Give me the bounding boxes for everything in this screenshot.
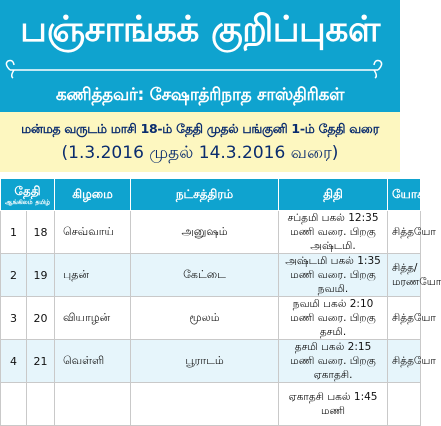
panchang-table-wrapper	[0, 178, 441, 417]
cell-yoga: சித்தயோ	[388, 340, 421, 383]
cell-star: பூராடம்	[131, 340, 279, 383]
cell-day: வெள்ளி	[55, 340, 131, 383]
cell-english-date: 4	[1, 340, 27, 383]
table-header-row	[1, 179, 421, 211]
cell-tithi: நவமி பகல் 2:10 மணி வரை. பிறகு தசமி.	[279, 297, 388, 340]
header-star: நட்சத்திரம்	[131, 179, 279, 211]
title-banner	[0, 0, 400, 112]
cell-tithi: ஏகாதசி பகல் 1:45 மணி	[279, 383, 388, 426]
tamil-date-range: மன்மத வருடம் மாசி 18-ம் தேதி முதல் பங்குனி 1-ம் தேதி வரை	[21, 121, 379, 136]
header-date: தேதி ஆங்கிலம் தமிழ்	[1, 179, 55, 211]
cell-tamil-date: 19	[27, 254, 55, 297]
table-row	[1, 254, 421, 297]
table-row	[1, 383, 421, 426]
cell-english-date: 2	[1, 254, 27, 297]
cell-tamil-date: 20	[27, 297, 55, 340]
cell-tithi: தசமி பகல் 2:15 மணி வரை. பிறகு ஏகாதசி.	[279, 340, 388, 383]
cell-english-date: 3	[1, 297, 27, 340]
cell-star	[131, 383, 279, 426]
cell-tamil-date: 21	[27, 340, 55, 383]
cell-yoga: சித்தயோ	[388, 297, 421, 340]
cell-day: வியாழன்	[55, 297, 131, 340]
cell-day	[55, 383, 131, 426]
page-title: பஞ்சாங்கக் குறிப்புகள்	[20, 9, 380, 50]
header-date-english: ஆங்கிலம்	[5, 198, 33, 206]
cell-tithi: சப்தமி பகல் 12:35 மணி வரை. பிறகு அஷ்டமி.	[279, 211, 388, 254]
cell-yoga: சித்த/ மரணயோ	[388, 254, 421, 297]
cell-star: மூலம்	[131, 297, 279, 340]
header-date-tamil: தமிழ்	[35, 198, 51, 206]
cell-star: கேட்டை	[131, 254, 279, 297]
header-day: கிழமை	[55, 179, 131, 211]
table-row	[1, 211, 421, 254]
cell-yoga	[388, 383, 421, 426]
date-range-banner	[0, 112, 400, 172]
header-yoga: யோகம்	[388, 179, 421, 211]
table-row	[1, 340, 421, 383]
panchang-table	[0, 178, 441, 426]
table-row	[1, 297, 421, 340]
author-line: கணித்தவர்: சேஷாத்ரிநாத சாஸ்திரிகள்	[55, 85, 345, 105]
header-tithi: திதி	[279, 179, 388, 211]
cell-day: செவ்வாய்	[55, 211, 131, 254]
cell-star: அனுஷம்	[131, 211, 279, 254]
cell-tamil-date: 18	[27, 211, 55, 254]
cell-english-date	[1, 383, 27, 426]
cell-yoga: சித்தயோ	[388, 211, 421, 254]
cell-day: புதன்	[55, 254, 131, 297]
cell-tamil-date	[27, 383, 55, 426]
english-date-range: (1.3.2016 முதல் 14.3.2016 வரை)	[61, 143, 339, 163]
ornament-divider	[0, 60, 400, 80]
cell-english-date: 1	[1, 211, 27, 254]
cell-tithi: அஷ்டமி பகல் 1:35 மணி வரை. பிறகு நவமி.	[279, 254, 388, 297]
